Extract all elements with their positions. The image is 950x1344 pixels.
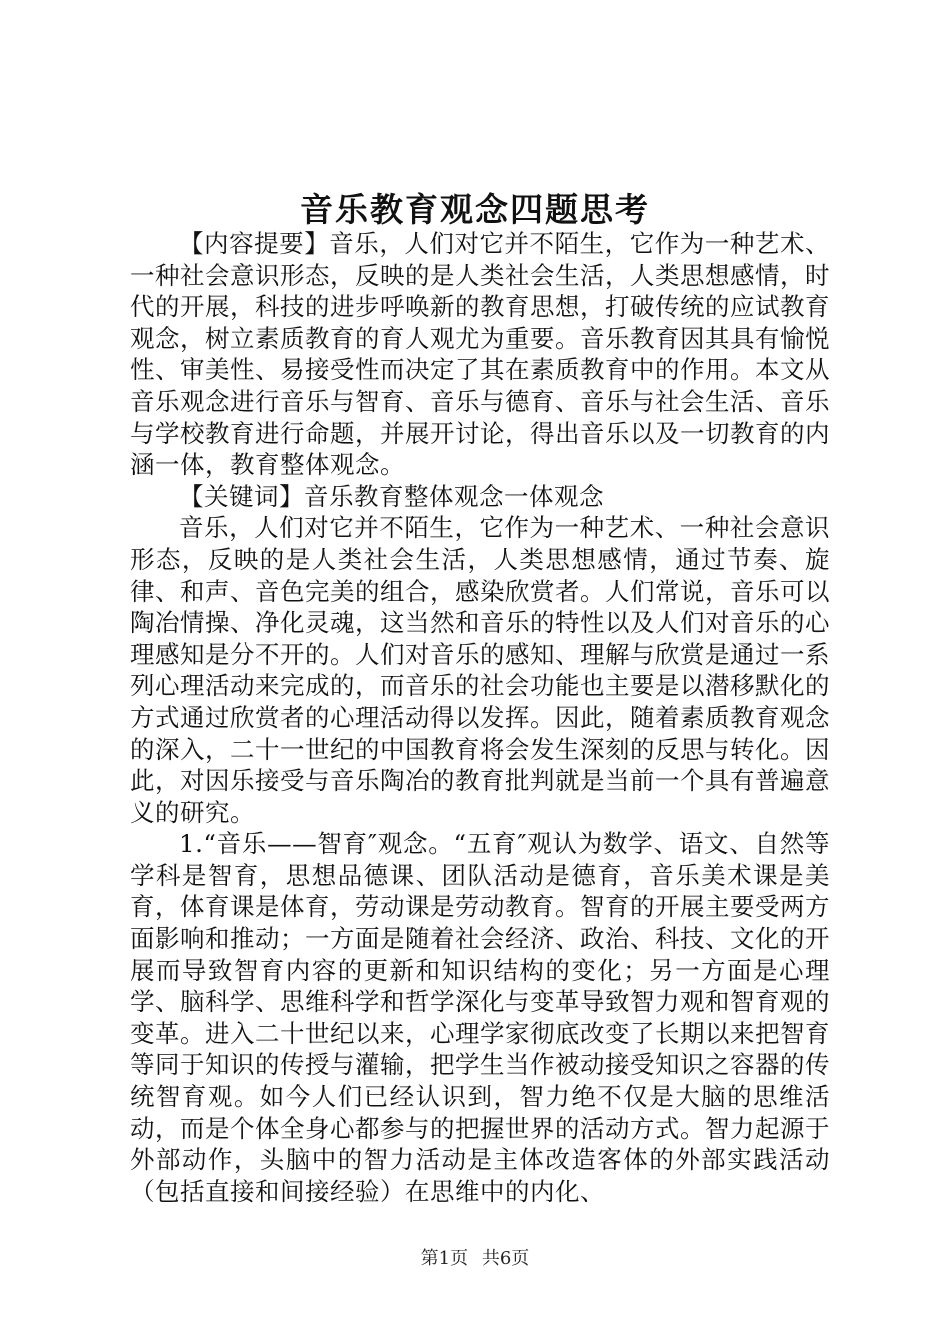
keywords-paragraph: 【关键词】音乐教育整体观念一体观念	[179, 481, 604, 511]
section-1-paragraph: 1.“音乐——智育″观念。“五育″观认为数学、语文、自然等学科是智育，思想品德课、团队活动是德育，音乐美术课是美育，体育课是体育，劳动课是劳动教育。智育的开展主要受两方面影响和推动；一方面是随着社会经济、政治、科技、文化的开展而导致智育内容的更新和知识结构的变化；另一方面是心理学、脑科学、思维科学和哲学深化与变革导致智力观和智育观的变革。进入二十世纪以来，心理学家彻底改变了长期以来把智育等同于知识的传授与灌输，把学生当作被动接受知识之容器的传统智育观。如今人们已经认识到，智力绝不仅是大脑的思维活动，而是个体全身心都参与的把握世界的活动方式。智力起源于外部动作，头脑中的智力活动是主体改造客体的外部实践活动（包括直接和间接经验）在思维中的内化、	[130, 829, 830, 1206]
page-total: 共6页	[481, 1248, 530, 1269]
intro-paragraph: 音乐，人们对它并不陌生，它作为一种艺术、一种社会意识形态，反映的是人类社会生活，人类思想感情，通过节奏、旋律、和声、音色完美的组合，感染欣赏者。人们常说，音乐可以陶冶情操、净化灵魂，这当然和音乐的特性以及人们对音乐的心理感知是分不开的。人们对音乐的感知、理解与欣赏是通过一系列心理活动来完成的，而音乐的社会功能也主要是以潜移默化的方式通过欣赏者的心理活动得以发挥。因此，随着素质教育观念的深入，二十一世纪的中国教育将会发生深刻的反思与转化。因此，对因乐接受与音乐陶冶的教育批判就是当前一个具有普遍意义的研究。	[130, 513, 830, 827]
page-number: 第1页	[420, 1248, 469, 1269]
page-footer	[0, 1244, 950, 1270]
abstract-paragraph: 【内容提要】音乐，人们对它并不陌生，它作为一种艺术、一种社会意识形态，反映的是人类社会生活，人类思想感情，时代的开展，科技的进步呼唤新的教育思想，打破传统的应试教育观念，树立素质教育的育人观尤为重要。音乐教育因其具有愉悦性、审美性、易接受性而决定了其在素质教育中的作用。本文从音乐观念进行音乐与智育、音乐与德育、音乐与社会生活、音乐与学校教育进行命题，并展开讨论，得出音乐以及一切教育的内涵一体，教育整体观念。	[130, 229, 830, 480]
document-body	[130, 228, 830, 1207]
document-title: 音乐教育观念四题思考	[300, 190, 650, 229]
